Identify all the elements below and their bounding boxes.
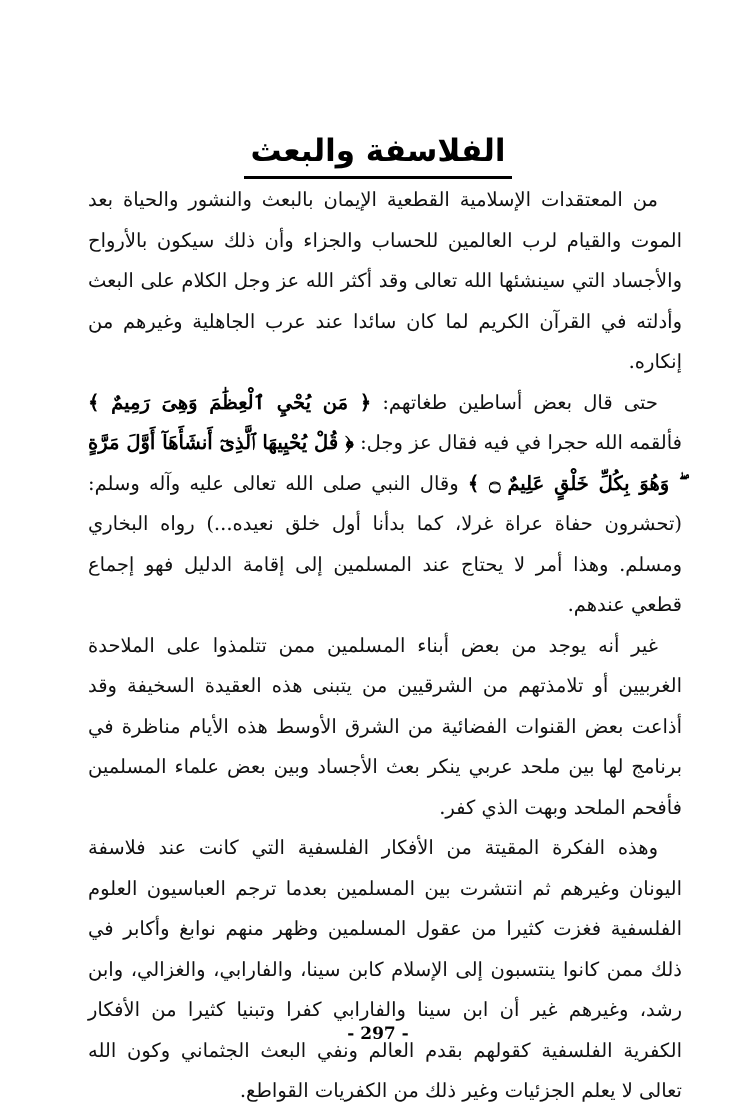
paragraph-1: من المعتقدات الإسلامية القطعية الإيمان بالبعث والنشور والحياة بعد الموت والقيام لرب العالمين للحساب والجزاء وأن ذلك سيكون بالأرواح والأجساد التي سينشئها الله تعالى وقد أكثر الله عز وجل الكلام على البعث وأدلته في القرآن الكريم لما كان سائدا عند عرب الجاهلية وغيرهم من إنكاره. — [88, 188, 682, 373]
title-container — [0, 128, 756, 179]
paragraph-2-hadith: وقال النبي صلى الله تعالى عليه وآله وسلم: (تحشرون حفاة عراة غرلا، كما بدأنا أول خلق نعيده...) رواه البخاري ومسلم. وهذا أمر لا يحتاج عند المسلمين إلى إقامة الدليل فهو إجماع قطعي عندهم. — [88, 471, 682, 616]
paragraph-2 — [88, 383, 682, 626]
quran-verse-2: ﴿ قُلْ يُحْيِيهَا ٱلَّذِىٓ أَنشَأَهَآ أَوَّلَ مَرَّةٍ ۖ وَهُوَ بِكُلِّ خَلْقٍ عَلِيمٌ ۝ ﴾ — [88, 431, 682, 495]
page-title: الفلاسفة والبعث — [244, 128, 511, 179]
page-number: - 297 - — [347, 1024, 409, 1044]
paragraph-3: غير أنه يوجد من بعض أبناء المسلمين ممن تتلمذوا على الملاحدة الغربيين أو تلامذتهم من الشرقيين من يتبنى هذه العقيدة السخيفة وقد أذاعت بعض القنوات الفضائية من الشرق الأوسط هذه الأيام مناظرة في برنامج لها بين ملحد عربي ينكر بعث الأجساد وبين بعض علماء المسلمين فأفحم الملحد وبهت الذي كفر. — [88, 633, 682, 819]
body-text — [88, 180, 682, 1112]
paragraph-4: وهذه الفكرة المقيتة من الأفكار الفلسفية التي كانت عند فلاسفة اليونان وغيرهم ثم انتشرت بين المسلمين بعدما ترجم العباسيون العلوم الفلسفية فغزت كثيرا من عقول المسلمين وظهر منهم نوابغ وأكابر في ذلك ممن كانوا ينتسبون إلى الإسلام كابن سينا، والفارابي، والغزالي، وابن رشد، وغيرهم غير أن ابن سينا والفارابي كفرا وتبنيا كثيرا من الأفكار الكفرية الفلسفية كقولهم بقدم العالم ونفي البعث الجثماني وكون الله تعالى لا يعلم الجزئيات وغير ذلك من الكفريات القواطع. — [88, 836, 682, 1102]
quran-verse-1: ﴿ مَن يُحْيِ ٱلْعِظَٰمَ وَهِىَ رَمِيمٌ ﴾ — [88, 390, 372, 414]
paragraph-2-middle: فألقمه الله حجرا في فيه فقال عز وجل: — [360, 431, 682, 454]
paragraph-2-intro: حتى قال بعض أساطين طغاتهم: — [382, 390, 658, 414]
